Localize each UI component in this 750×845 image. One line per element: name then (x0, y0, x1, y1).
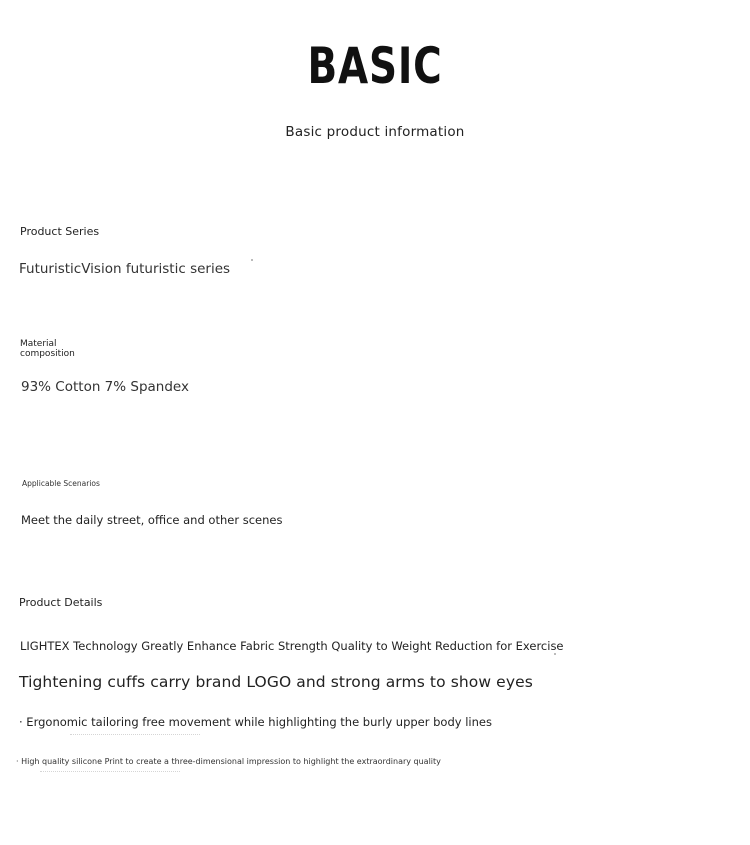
product-series-value: FuturisticVision futuristic series (19, 261, 231, 277)
product-details-line-2: Tightening cuffs carry brand LOGO and strong arms to show eyes (19, 673, 533, 691)
faint-rule (70, 734, 200, 739)
product-details-line-1: LIGHTEX Technology Greatly Enhance Fabric Strength Quality to Weight Reduction for Exercise (20, 639, 564, 653)
product-details-label: Product Details (19, 596, 103, 609)
product-details-line-3: · Ergonomic tailoring free movement while highlighting the burly upper body lines (19, 715, 492, 729)
material-composition-label: Material composition (20, 339, 75, 359)
product-series-label: Product Series (20, 225, 100, 238)
decorative-tick (251, 259, 253, 261)
faint-rule (40, 771, 180, 776)
brand-title: BASIC (307, 37, 443, 95)
material-composition-value: 93% Cotton 7% Spandex (21, 379, 189, 395)
applicable-scenarios-value: Meet the daily street, office and other scenes (21, 513, 283, 527)
product-details-line-4: · High quality silicone Print to create a three-dimensional impression to highlight the extraordinary quality (16, 757, 441, 766)
decorative-tick (554, 653, 556, 655)
applicable-scenarios-label: Applicable Scenarios (22, 479, 100, 488)
brand-subtitle: Basic product information (285, 124, 465, 140)
